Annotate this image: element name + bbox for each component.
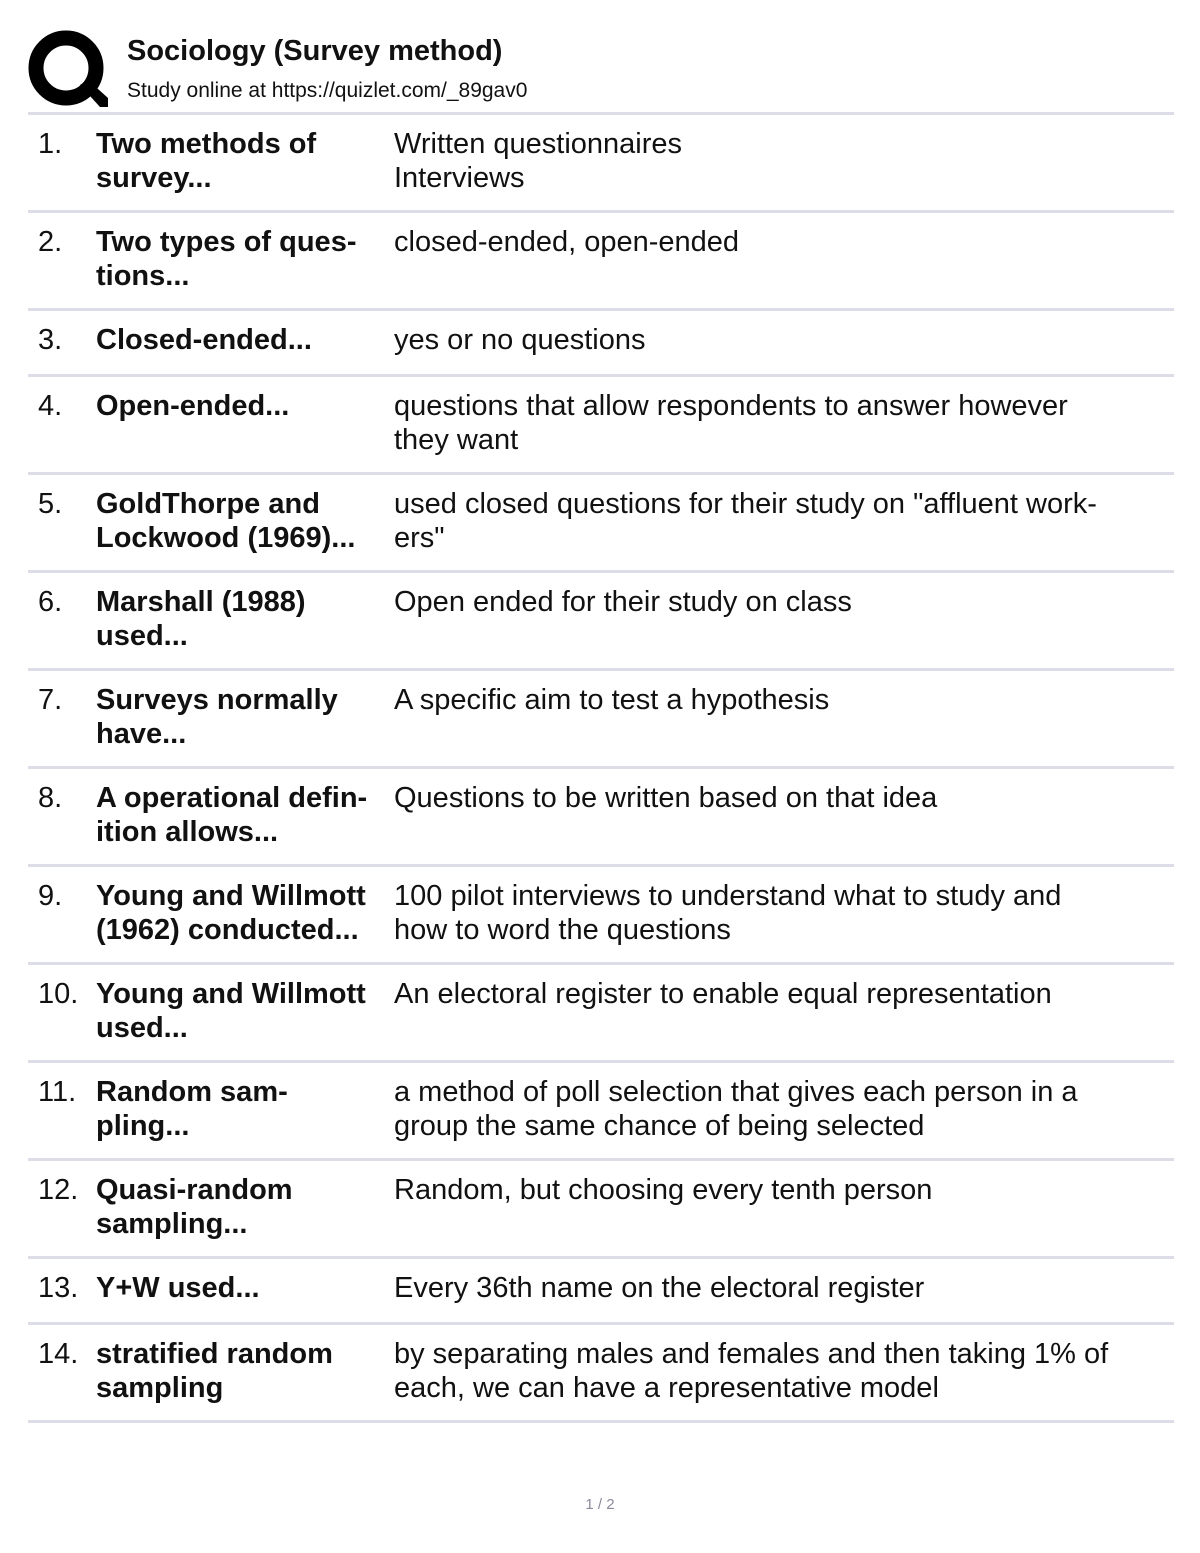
definition-line: 100 pilot interviews to understand what to study and — [394, 880, 1062, 912]
flashcard-list — [28, 115, 1174, 1423]
flashcard-row — [28, 475, 1174, 573]
term-line: used... — [96, 620, 188, 652]
page-header — [28, 28, 1174, 112]
definition-line: group the same chance of being selected — [394, 1110, 925, 1142]
card-term — [96, 487, 396, 555]
card-term — [96, 323, 396, 357]
card-term — [96, 1075, 396, 1143]
term-line: Quasi-random — [96, 1174, 293, 1206]
card-definition — [394, 225, 1174, 259]
definition-line: Written questionnaires — [394, 128, 683, 160]
term-line: ition allows... — [96, 816, 279, 848]
flashcard-row — [28, 1161, 1174, 1259]
term-line: Closed-ended... — [96, 324, 312, 356]
definition-line: how to word the questions — [394, 914, 731, 946]
card-definition — [394, 1271, 1174, 1305]
definition-line: yes or no questions — [394, 324, 646, 356]
card-term — [96, 977, 396, 1045]
card-number: 3. — [38, 324, 63, 356]
card-number: 12. — [38, 1174, 79, 1206]
card-number: 7. — [38, 684, 63, 716]
flashcard-row — [28, 965, 1174, 1063]
card-number: 1. — [38, 128, 63, 160]
term-line: Marshall (1988) — [96, 586, 306, 618]
term-line: Young and Willmott — [96, 880, 366, 912]
card-definition — [394, 977, 1174, 1011]
definition-line: a method of poll selection that gives each person in a — [394, 1076, 1078, 1108]
term-line: used... — [96, 1012, 188, 1044]
definition-line: Interviews — [394, 162, 525, 194]
card-definition — [394, 127, 1174, 195]
term-line: A operational defin- — [96, 782, 368, 814]
definition-line: each, we can have a representative model — [394, 1372, 939, 1404]
flashcard-row — [28, 1259, 1174, 1325]
card-term — [96, 225, 396, 293]
card-number: 14. — [38, 1338, 79, 1370]
card-term — [96, 1173, 396, 1241]
flashcard-row — [28, 213, 1174, 311]
card-definition — [394, 1337, 1174, 1405]
term-line: sampling — [96, 1372, 224, 1404]
definition-line: by separating males and females and then taking 1% of — [394, 1338, 1109, 1370]
term-line: sampling... — [96, 1208, 248, 1240]
card-definition — [394, 389, 1174, 457]
card-number: 11. — [38, 1076, 77, 1108]
flashcard-row — [28, 311, 1174, 377]
card-definition — [394, 487, 1174, 555]
flashcard-row — [28, 1325, 1174, 1423]
definition-line: they want — [394, 424, 519, 456]
card-definition — [394, 585, 1174, 619]
card-number: 8. — [38, 782, 63, 814]
definition-line: closed-ended, open-ended — [394, 226, 740, 258]
card-definition — [394, 1173, 1174, 1207]
term-line: Open-ended... — [96, 390, 290, 422]
term-line: stratified random — [96, 1338, 333, 1370]
card-term — [96, 683, 396, 751]
card-number: 5. — [38, 488, 63, 520]
definition-line: Questions to be written based on that idea — [394, 782, 938, 814]
card-number: 13. — [38, 1272, 79, 1304]
definition-line: An electoral register to enable equal representation — [394, 978, 1052, 1010]
term-line: Random sam- — [96, 1076, 288, 1108]
study-online-link[interactable]: Study online at https://quizlet.com/_89gav0 — [127, 79, 528, 102]
term-line: Y+W used... — [96, 1272, 260, 1304]
card-number: 10. — [38, 978, 79, 1010]
term-line: Lockwood (1969)... — [96, 522, 356, 554]
definition-line: Every 36th name on the electoral register — [394, 1272, 925, 1304]
page-number: 1 / 2 — [585, 1496, 615, 1513]
flashcard-row — [28, 671, 1174, 769]
definition-line: Open ended for their study on class — [394, 586, 852, 618]
term-line: pling... — [96, 1110, 190, 1142]
term-line: Two types of ques- — [96, 226, 357, 258]
definition-line: used closed questions for their study on "affluent work- — [394, 488, 1097, 520]
quizlet-logo-icon — [28, 30, 108, 110]
card-term — [96, 879, 396, 947]
card-term — [96, 781, 396, 849]
card-term — [96, 389, 396, 423]
flashcard-row — [28, 377, 1174, 475]
card-definition — [394, 1075, 1174, 1143]
card-number: 9. — [38, 880, 63, 912]
card-number: 6. — [38, 586, 63, 618]
term-line: Two methods of — [96, 128, 317, 160]
card-definition — [394, 683, 1174, 717]
card-term — [96, 585, 396, 653]
card-term — [96, 1271, 396, 1305]
term-line: Surveys normally — [96, 684, 338, 716]
flashcard-row — [28, 573, 1174, 671]
definition-line: questions that allow respondents to answer however — [394, 390, 1068, 422]
card-number: 4. — [38, 390, 63, 422]
term-line: GoldThorpe and — [96, 488, 320, 520]
page-title: Sociology (Survey method) — [127, 35, 503, 67]
flashcard-row — [28, 769, 1174, 867]
flashcard-row — [28, 115, 1174, 213]
term-line: (1962) conducted... — [96, 914, 359, 946]
card-definition — [394, 781, 1174, 815]
card-definition — [394, 879, 1174, 947]
term-line: tions... — [96, 260, 190, 292]
definition-line: Random, but choosing every tenth person — [394, 1174, 933, 1206]
card-term — [96, 127, 396, 195]
card-term — [96, 1337, 396, 1405]
flashcard-row — [28, 1063, 1174, 1161]
definition-line: A specific aim to test a hypothesis — [394, 684, 830, 716]
term-line: Young and Willmott — [96, 978, 366, 1010]
definition-line: ers" — [394, 522, 445, 554]
term-line: survey... — [96, 162, 212, 194]
flashcard-row — [28, 867, 1174, 965]
card-number: 2. — [38, 226, 63, 258]
card-definition — [394, 323, 1174, 357]
term-line: have... — [96, 718, 187, 750]
